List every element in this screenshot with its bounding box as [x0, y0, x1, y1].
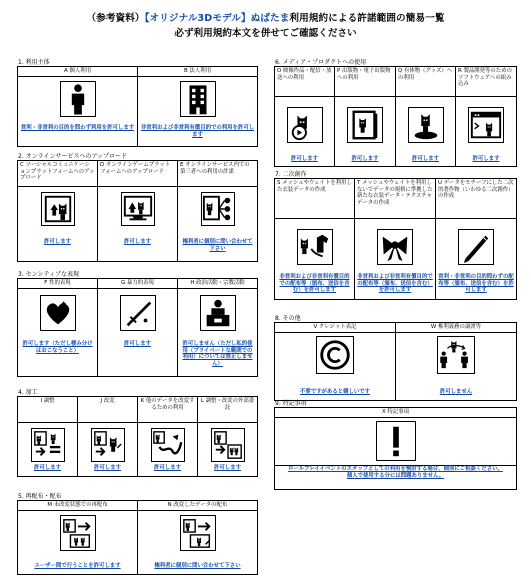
cell-result: 許可します — [44, 239, 71, 245]
cell-result: 不要ですがあると嬉しいです — [299, 389, 371, 395]
cell-header: H 政治活動・宗教活動 — [178, 279, 257, 289]
cell-n-modified-distribute — [138, 501, 258, 575]
cell-result: 許可します — [94, 465, 121, 471]
cell-header: I 調整 — [18, 397, 77, 423]
cell-result: 非営利および非営利有償目的での利用を許可します — [140, 125, 255, 138]
section-title: 2. オンラインサービスへのアップロード — [18, 153, 128, 160]
cell-header: W 権利義務の譲渡等 — [396, 323, 516, 333]
cell-header: A 個人利用 — [18, 67, 137, 77]
title-suffix: 利用規約による許諾範囲の簡易一覧 — [289, 13, 445, 24]
notes-text — [275, 465, 516, 479]
cell-q-goods — [396, 67, 456, 167]
cell-header: R 製品開発等のためのソフトウェアへの組み込み — [456, 67, 516, 97]
section-title: 3. センシティブな表現 — [18, 271, 80, 278]
modified-distribute-cat-icon — [180, 515, 216, 551]
cell-result: 許可します — [124, 239, 151, 245]
section-title: 8. その他 — [275, 315, 301, 322]
section-title: 1. 利用主体 — [18, 59, 50, 66]
section-title: 4. 加工 — [18, 389, 38, 396]
cell-t-new-clothing — [355, 179, 436, 300]
cell-header: E オンラインサービス内での第三者への利用の許諾 — [178, 161, 257, 187]
cell-g-violence — [98, 279, 178, 377]
cell-a-personal-use — [18, 67, 138, 147]
cell-header: C ソーシャルコミュニケーションプラットフォームへのアップロード — [18, 161, 97, 187]
cell-header: O 映像作品・配信・放送への利用 — [275, 67, 334, 97]
person-icon — [60, 81, 96, 117]
cell-d-game-upload — [98, 161, 178, 262]
title-prefix: （参考資料） — [86, 13, 145, 24]
page-subtitle: 必ず利用規約本文を併せてご確認ください — [174, 28, 357, 39]
cell-x-notes — [275, 408, 517, 490]
cell-result: 許可しません（ただし私的使用（プライベートな範囲での利用）については禁止しません） — [182, 341, 253, 367]
page-title — [0, 10, 531, 24]
software-cat-icon — [468, 107, 504, 143]
cell-header: D オンラインゲームプラットフォームへのアップロード — [98, 161, 177, 187]
cell-header: X 特記事項 — [275, 408, 516, 418]
cell-w-transfer — [396, 323, 517, 401]
game-upload-cat-icon — [121, 192, 155, 226]
section-title: 7. 二次創作 — [275, 171, 307, 178]
cell-result: 非営利および非営利有償目的での配布等（頒布、送信を含む）を許可します — [279, 274, 350, 294]
cell-result: 許可します — [124, 341, 151, 347]
cell-result: 許可しません — [439, 389, 473, 395]
clothing-cat-icon — [297, 229, 333, 265]
cell-j-modify — [78, 397, 138, 477]
upload-cat-icon — [41, 192, 75, 226]
modify-cat-icon — [91, 428, 125, 462]
figure-cat-icon — [408, 107, 444, 143]
cell-u-fan-work — [436, 179, 517, 300]
cell-header: L 調整・改変の外部委託 — [198, 397, 257, 423]
cell-header: B 法人利用 — [138, 67, 257, 77]
section-title: 9. 特記事項 — [275, 400, 307, 407]
cell-header: K 他のデータを改変するための利用 — [138, 397, 197, 423]
cell-result: 非営利および非営利有償目的での配布等（頒布、送信を含む）を許可します — [357, 274, 433, 294]
video-cat-icon — [287, 107, 323, 143]
cell-header: G 暴力的表現 — [98, 279, 177, 289]
cell-result: 許可します — [472, 156, 500, 162]
cell-header: S メッシュやウェイトを利用した衣装データの作成 — [275, 179, 354, 219]
note-line: ロールプレイイベントのスタッフとしての利用を検討する場合、個別にご相談ください。 — [288, 466, 503, 472]
cell-result: 許可します — [34, 465, 61, 471]
section-title: 5. 再配布・配布 — [18, 493, 62, 500]
cell-header: U データをモチーフにした二次的著作物（いわゆる二次創作）の作成 — [436, 179, 516, 219]
cell-m-redistribute — [18, 501, 138, 575]
note-line: 個人で使用する分には問題ありません。 — [346, 472, 445, 479]
cell-result: 許可します — [291, 156, 318, 162]
podium-icon — [200, 295, 236, 331]
cell-o-video — [275, 67, 335, 167]
cell-result: 許可します — [412, 156, 439, 162]
cell-header: F 性的表現 — [18, 279, 97, 289]
cell-header: M 未改変状態での再配布 — [18, 501, 137, 511]
cell-header: T メッシュやウェイトを利用しないでデータの規格に準拠した新たな衣装データ・テクスチャデータの作成 — [355, 179, 435, 219]
redistribute-cat-icon — [60, 515, 96, 551]
parts-cat-icon — [151, 428, 185, 462]
ribbon-icon — [377, 229, 413, 265]
pen-icon — [458, 229, 494, 265]
cell-header: V クレジット表記 — [275, 323, 395, 333]
cell-result: 許可します — [214, 465, 241, 471]
adjust-cat-icon — [31, 428, 65, 462]
cell-result: 営利・非営利の目的問わずの配布等（頒布、送信を含む）を許可します — [438, 274, 514, 294]
cell-h-political — [178, 279, 258, 377]
title-accent: 【オリジナル3Dモデル】ぬばたま — [144, 13, 290, 24]
cell-v-credit — [275, 323, 396, 401]
cell-header: J 改変 — [78, 397, 137, 423]
book-cat-icon — [347, 107, 383, 143]
exclamation-icon — [376, 421, 416, 461]
cell-s-clothing-mesh — [275, 179, 355, 300]
knife-icon — [120, 295, 156, 331]
cell-result: 営利・非営利の目的を問わず利用を許可します — [20, 125, 135, 131]
cell-header: N 改変したデータの配布 — [138, 501, 257, 511]
cell-result: 権利者に個別に問い合わせて下さい — [154, 563, 241, 569]
share-cat-icon — [201, 192, 235, 226]
outsource-cat-icon — [211, 428, 245, 462]
cell-c-social-upload — [18, 161, 98, 262]
cell-header: P 出版物・電子出版物への利用 — [335, 67, 395, 97]
cell-p-publication — [335, 67, 396, 167]
cell-i-adjust — [18, 397, 78, 477]
cell-result: 許可します（ただし棲み分けはおこなうこと） — [22, 341, 93, 354]
building-icon — [180, 81, 216, 117]
cell-result: 権利者に個別に問い合わせて下さい — [182, 239, 253, 252]
section-title: 6. メディア・プロダクトへの使用 — [275, 59, 367, 66]
cell-result: 許可します — [154, 465, 181, 471]
transfer-cat-icon — [437, 336, 475, 374]
cell-header: Q 有体物（グッズ）への利用 — [396, 67, 455, 97]
heart-icon — [40, 295, 76, 331]
cell-b-corporate-use — [138, 67, 258, 147]
cell-result: 許可します — [351, 156, 379, 162]
cell-l-outsource — [198, 397, 258, 477]
copyright-icon — [316, 336, 354, 374]
cell-r-software — [456, 67, 517, 167]
cell-k-other-data — [138, 397, 198, 477]
cell-f-sexual — [18, 279, 98, 377]
cell-e-third-party-license — [178, 161, 258, 262]
cell-result: ユーザー間で行うことを許可します — [34, 563, 121, 569]
